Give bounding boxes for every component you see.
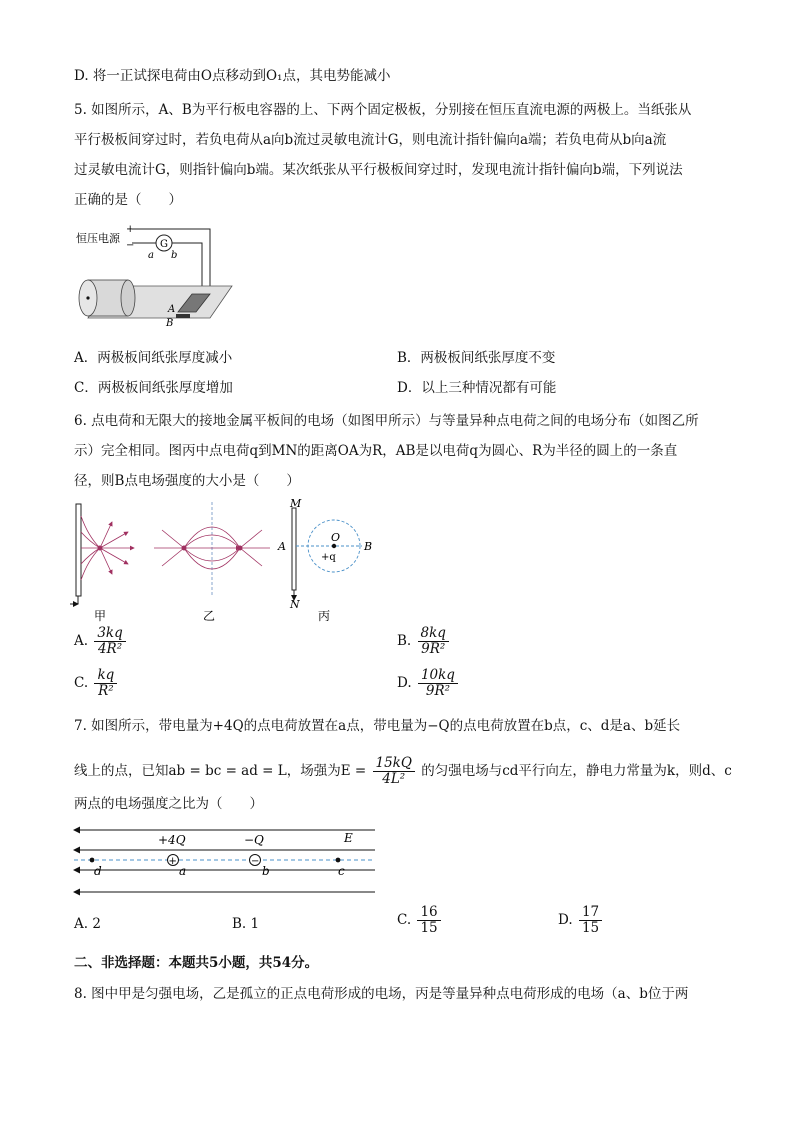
q5-option-b: B．两极板间纸张厚度不变 [397,350,556,366]
q5-label-b: b [171,250,178,261]
q5-minus-sign: − [126,240,135,251]
q6-label-A: A [278,540,286,553]
q7-stem-line2: 线上的点，已知ab = bc = ad = L，场强为E = $\frac{15kQ}{\text{4L²}}$ 的匀强电场与cd平行向左，静电力常量为k，则d、c [74,755,732,787]
q7-label-minusQ: −Q [244,833,264,847]
q7-figure [70,824,380,900]
q6-stem-line1: 6. 点电荷和无限大的接地金属平板间的电场（如图甲所示）与等量异种点电荷之间的电场分布（如图乙所 [74,413,699,429]
q5-option-c: C．两极板间纸张厚度增加 [74,380,233,396]
q6-figure-yi [154,502,270,622]
q7-label-c: c [338,864,345,878]
q6-stem-line3: 径，则B点电场强度的大小是（ ） [74,473,300,489]
q7-option-c: C. $\frac{16}{15}$ [397,905,443,936]
q7-option-a: A. 2 [74,916,101,932]
q6-label-B: B [364,540,373,553]
q7-point-c [336,858,341,863]
q6-option-d: D. $\frac{10kq}{\text{9R²}}$ [397,668,460,699]
q6-figure-bing [277,497,372,622]
q6-stem-line2: 示）完全相同。图丙中点电荷q到MN的距离OA为R，AB是以电荷q为圆心、R为半径的圆上的一条直 [74,443,678,459]
q7-option-b: B. 1 [232,916,260,932]
q6-option-a: A. $\frac{3kq}{\text{4R²}}$ [74,626,128,657]
q5-label-B: B [166,318,174,329]
q5-option-a: A．两极板间纸张厚度减小 [74,350,233,366]
q5-stem-line1: 5. 如图所示，A、B为平行板电容器的上、下两个固定极板，分别接在恒压直流电源的两极上。当纸张从 [74,102,692,118]
q6-label-N: N [290,598,300,611]
q6-label-O: O [331,531,341,544]
q5-figure [70,222,240,332]
q6-option-c: C. $\frac{kq}{\text{R²}}$ [74,668,119,699]
q7-label-a: a [179,864,187,878]
q5-option-d: D．以上三种情况都有可能 [397,380,557,396]
q6-figure [66,496,386,622]
q6-option-b: B. $\frac{8kq}{\text{9R²}}$ [397,626,451,657]
q7-stem-line3: 两点的电场强度之比为（ ） [74,796,263,812]
q6-label-jia: 甲 [94,609,107,622]
q5-plus-sign: + [126,224,135,235]
section-2-heading: 二、非选择题：本题共5小题，共54分。 [74,955,319,971]
q7-label-plus4Q: +4Q [158,833,186,847]
q5-roller-end [121,280,135,316]
q7-point-d [90,858,95,863]
q5-label-a: a [148,250,154,261]
q5-plate-b [176,314,190,318]
q5-stem-line2: 平行极板间穿过时，若负电荷从a向b流过灵敏电流计G，则电流计指针偏向a端；若负电荷从b向a流 [74,132,667,148]
q4-option-d: D. 将一正试探电荷由O点移动到O₁点，其电势能减小 [74,68,391,84]
q5-stem-line4: 正确的是（ ） [74,192,182,208]
q5-roller-axis [86,296,89,299]
q7-option-d: D. $\frac{17}{15}$ [558,905,604,936]
q7-label-E: E [344,831,353,845]
q7-plus-glyph: + [168,856,177,867]
q7-label-d: d [94,864,102,878]
q5-stem-line3: 过灵敏电流计G，则指针偏向b端。某次纸张从平行极板间穿过时，发现电流计指针偏向b端，下列说法 [74,162,683,178]
q6-figure-jia [70,504,134,622]
q7-label-b: b [262,864,270,878]
q6-label-bing: 丙 [318,609,331,622]
q6-label-yi: 乙 [203,609,216,622]
q7-minus-glyph: − [251,856,260,867]
q7-stem-line1: 7. 如图所示，带电量为+4Q的点电荷放置在a点，带电量为−Q的点电荷放置在b点，c、d是a、b延长 [74,718,681,734]
q5-power-label: 恒压电源 [76,232,120,245]
q5-meter-label: G [160,239,168,250]
q8-stem-line1: 8. 图中甲是匀强电场，乙是孤立的正点电荷形成的电场，丙是等量异种点电荷形成的电场（a、b位于两 [74,986,689,1002]
q6-label-charge: +q [321,552,336,563]
q5-label-A: A [168,304,176,315]
q6-label-M: M [290,497,302,510]
